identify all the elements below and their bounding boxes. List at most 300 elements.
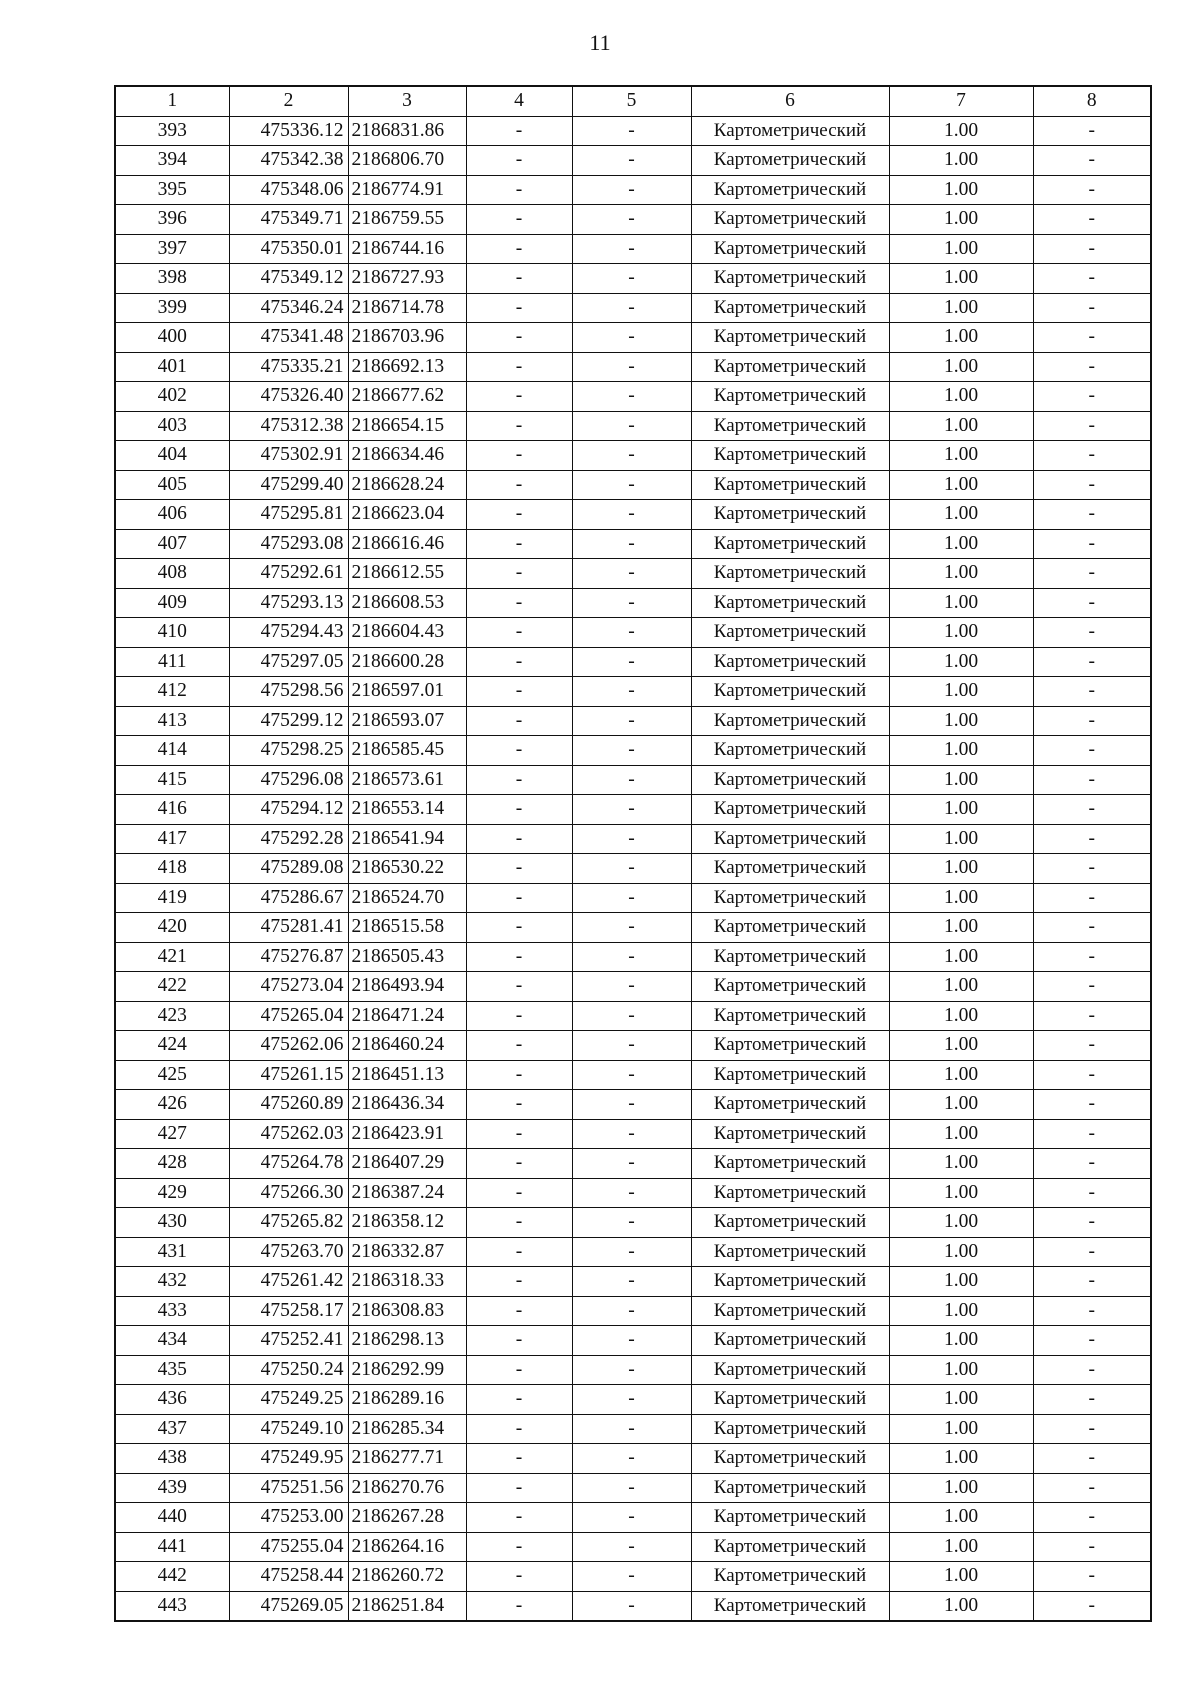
column-4-cell: - bbox=[466, 1326, 572, 1356]
point-number-cell: 435 bbox=[115, 1355, 229, 1385]
y-coordinate-cell: 2186692.13 bbox=[348, 352, 466, 382]
x-coordinate-cell: 475335.21 bbox=[229, 352, 348, 382]
y-coordinate-cell: 2186423.91 bbox=[348, 1119, 466, 1149]
point-number-cell: 430 bbox=[115, 1208, 229, 1238]
accuracy-cell: 1.00 bbox=[889, 1444, 1033, 1474]
x-coordinate-cell: 475336.12 bbox=[229, 116, 348, 146]
column-4-cell: - bbox=[466, 411, 572, 441]
accuracy-cell: 1.00 bbox=[889, 1385, 1033, 1415]
column-5-cell: - bbox=[572, 1208, 691, 1238]
method-cell: Картометрический bbox=[691, 824, 889, 854]
column-header-4: 4 bbox=[466, 86, 572, 116]
column-8-cell: - bbox=[1033, 765, 1151, 795]
column-4-cell: - bbox=[466, 1208, 572, 1238]
table-row bbox=[115, 293, 1151, 323]
column-8-cell: - bbox=[1033, 677, 1151, 707]
accuracy-cell: 1.00 bbox=[889, 559, 1033, 589]
column-4-cell: - bbox=[466, 1119, 572, 1149]
table-row bbox=[115, 1503, 1151, 1533]
table-row bbox=[115, 618, 1151, 648]
point-number-cell: 402 bbox=[115, 382, 229, 412]
y-coordinate-cell: 2186597.01 bbox=[348, 677, 466, 707]
column-8-cell: - bbox=[1033, 205, 1151, 235]
x-coordinate-cell: 475298.25 bbox=[229, 736, 348, 766]
column-8-cell: - bbox=[1033, 854, 1151, 884]
method-cell: Картометрический bbox=[691, 942, 889, 972]
column-4-cell: - bbox=[466, 1178, 572, 1208]
column-5-cell: - bbox=[572, 677, 691, 707]
x-coordinate-cell: 475255.04 bbox=[229, 1532, 348, 1562]
table-row bbox=[115, 1208, 1151, 1238]
column-5-cell: - bbox=[572, 500, 691, 530]
y-coordinate-cell: 2186593.07 bbox=[348, 706, 466, 736]
column-8-cell: - bbox=[1033, 382, 1151, 412]
accuracy-cell: 1.00 bbox=[889, 1237, 1033, 1267]
point-number-cell: 422 bbox=[115, 972, 229, 1002]
method-cell: Картометрический bbox=[691, 352, 889, 382]
column-8-cell: - bbox=[1033, 1414, 1151, 1444]
method-cell: Картометрический bbox=[691, 1296, 889, 1326]
column-4-cell: - bbox=[466, 1060, 572, 1090]
accuracy-cell: 1.00 bbox=[889, 854, 1033, 884]
point-number-cell: 404 bbox=[115, 441, 229, 471]
column-5-cell: - bbox=[572, 293, 691, 323]
y-coordinate-cell: 2186308.83 bbox=[348, 1296, 466, 1326]
point-number-cell: 433 bbox=[115, 1296, 229, 1326]
point-number-cell: 412 bbox=[115, 677, 229, 707]
accuracy-cell: 1.00 bbox=[889, 588, 1033, 618]
accuracy-cell: 1.00 bbox=[889, 234, 1033, 264]
x-coordinate-cell: 475249.25 bbox=[229, 1385, 348, 1415]
x-coordinate-cell: 475261.42 bbox=[229, 1267, 348, 1297]
point-number-cell: 396 bbox=[115, 205, 229, 235]
column-8-cell: - bbox=[1033, 470, 1151, 500]
point-number-cell: 409 bbox=[115, 588, 229, 618]
table-row bbox=[115, 736, 1151, 766]
accuracy-cell: 1.00 bbox=[889, 736, 1033, 766]
y-coordinate-cell: 2186573.61 bbox=[348, 765, 466, 795]
x-coordinate-cell: 475262.06 bbox=[229, 1031, 348, 1061]
table-row bbox=[115, 1296, 1151, 1326]
table-row bbox=[115, 1355, 1151, 1385]
column-8-cell: - bbox=[1033, 1090, 1151, 1120]
accuracy-cell: 1.00 bbox=[889, 529, 1033, 559]
y-coordinate-cell: 2186634.46 bbox=[348, 441, 466, 471]
column-8-cell: - bbox=[1033, 1326, 1151, 1356]
table-body bbox=[115, 116, 1151, 1621]
column-5-cell: - bbox=[572, 1031, 691, 1061]
accuracy-cell: 1.00 bbox=[889, 1532, 1033, 1562]
point-number-cell: 440 bbox=[115, 1503, 229, 1533]
column-5-cell: - bbox=[572, 1149, 691, 1179]
method-cell: Картометрический bbox=[691, 677, 889, 707]
column-5-cell: - bbox=[572, 824, 691, 854]
method-cell: Картометрический bbox=[691, 1149, 889, 1179]
column-4-cell: - bbox=[466, 529, 572, 559]
accuracy-cell: 1.00 bbox=[889, 1178, 1033, 1208]
accuracy-cell: 1.00 bbox=[889, 913, 1033, 943]
column-8-cell: - bbox=[1033, 1444, 1151, 1474]
column-5-cell: - bbox=[572, 1237, 691, 1267]
column-8-cell: - bbox=[1033, 1473, 1151, 1503]
x-coordinate-cell: 475292.61 bbox=[229, 559, 348, 589]
column-5-cell: - bbox=[572, 441, 691, 471]
column-4-cell: - bbox=[466, 1149, 572, 1179]
table-row bbox=[115, 1149, 1151, 1179]
column-4-cell: - bbox=[466, 175, 572, 205]
table-row bbox=[115, 1267, 1151, 1297]
point-number-cell: 438 bbox=[115, 1444, 229, 1474]
method-cell: Картометрический bbox=[691, 382, 889, 412]
method-cell: Картометрический bbox=[691, 559, 889, 589]
y-coordinate-cell: 2186714.78 bbox=[348, 293, 466, 323]
column-8-cell: - bbox=[1033, 972, 1151, 1002]
point-number-cell: 403 bbox=[115, 411, 229, 441]
table-row bbox=[115, 382, 1151, 412]
column-4-cell: - bbox=[466, 470, 572, 500]
point-number-cell: 417 bbox=[115, 824, 229, 854]
accuracy-cell: 1.00 bbox=[889, 264, 1033, 294]
column-5-cell: - bbox=[572, 1001, 691, 1031]
x-coordinate-cell: 475350.01 bbox=[229, 234, 348, 264]
column-5-cell: - bbox=[572, 116, 691, 146]
y-coordinate-cell: 2186292.99 bbox=[348, 1355, 466, 1385]
table-row bbox=[115, 500, 1151, 530]
table-row bbox=[115, 1001, 1151, 1031]
column-8-cell: - bbox=[1033, 500, 1151, 530]
x-coordinate-cell: 475265.82 bbox=[229, 1208, 348, 1238]
method-cell: Картометрический bbox=[691, 883, 889, 913]
column-8-cell: - bbox=[1033, 1001, 1151, 1031]
table-row bbox=[115, 942, 1151, 972]
y-coordinate-cell: 2186387.24 bbox=[348, 1178, 466, 1208]
column-4-cell: - bbox=[466, 618, 572, 648]
accuracy-cell: 1.00 bbox=[889, 1208, 1033, 1238]
method-cell: Картометрический bbox=[691, 618, 889, 648]
x-coordinate-cell: 475281.41 bbox=[229, 913, 348, 943]
column-4-cell: - bbox=[466, 382, 572, 412]
column-header-1: 1 bbox=[115, 86, 229, 116]
accuracy-cell: 1.00 bbox=[889, 1591, 1033, 1621]
method-cell: Картометрический bbox=[691, 1267, 889, 1297]
column-8-cell: - bbox=[1033, 441, 1151, 471]
accuracy-cell: 1.00 bbox=[889, 1119, 1033, 1149]
accuracy-cell: 1.00 bbox=[889, 1473, 1033, 1503]
x-coordinate-cell: 475266.30 bbox=[229, 1178, 348, 1208]
method-cell: Картометрический bbox=[691, 205, 889, 235]
table-row bbox=[115, 411, 1151, 441]
column-8-cell: - bbox=[1033, 529, 1151, 559]
column-5-cell: - bbox=[572, 1090, 691, 1120]
column-5-cell: - bbox=[572, 323, 691, 353]
column-5-cell: - bbox=[572, 264, 691, 294]
point-number-cell: 439 bbox=[115, 1473, 229, 1503]
column-8-cell: - bbox=[1033, 411, 1151, 441]
point-number-cell: 443 bbox=[115, 1591, 229, 1621]
x-coordinate-cell: 475342.38 bbox=[229, 146, 348, 176]
accuracy-cell: 1.00 bbox=[889, 618, 1033, 648]
accuracy-cell: 1.00 bbox=[889, 1267, 1033, 1297]
accuracy-cell: 1.00 bbox=[889, 441, 1033, 471]
point-number-cell: 434 bbox=[115, 1326, 229, 1356]
method-cell: Картометрический bbox=[691, 1444, 889, 1474]
y-coordinate-cell: 2186264.16 bbox=[348, 1532, 466, 1562]
table-row bbox=[115, 323, 1151, 353]
x-coordinate-cell: 475262.03 bbox=[229, 1119, 348, 1149]
y-coordinate-cell: 2186493.94 bbox=[348, 972, 466, 1002]
column-header-7: 7 bbox=[889, 86, 1033, 116]
method-cell: Картометрический bbox=[691, 1031, 889, 1061]
table-row bbox=[115, 647, 1151, 677]
point-number-cell: 418 bbox=[115, 854, 229, 884]
column-8-cell: - bbox=[1033, 736, 1151, 766]
point-number-cell: 421 bbox=[115, 942, 229, 972]
accuracy-cell: 1.00 bbox=[889, 411, 1033, 441]
column-5-cell: - bbox=[572, 736, 691, 766]
column-8-cell: - bbox=[1033, 1208, 1151, 1238]
point-number-cell: 431 bbox=[115, 1237, 229, 1267]
x-coordinate-cell: 475294.12 bbox=[229, 795, 348, 825]
column-4-cell: - bbox=[466, 942, 572, 972]
column-header-6: 6 bbox=[691, 86, 889, 116]
point-number-cell: 436 bbox=[115, 1385, 229, 1415]
column-5-cell: - bbox=[572, 411, 691, 441]
y-coordinate-cell: 2186515.58 bbox=[348, 913, 466, 943]
x-coordinate-cell: 475260.89 bbox=[229, 1090, 348, 1120]
table-row bbox=[115, 175, 1151, 205]
accuracy-cell: 1.00 bbox=[889, 116, 1033, 146]
method-cell: Картометрический bbox=[691, 736, 889, 766]
method-cell: Картометрический bbox=[691, 1562, 889, 1592]
column-5-cell: - bbox=[572, 706, 691, 736]
x-coordinate-cell: 475349.71 bbox=[229, 205, 348, 235]
column-4-cell: - bbox=[466, 1355, 572, 1385]
method-cell: Картометрический bbox=[691, 765, 889, 795]
method-cell: Картометрический bbox=[691, 264, 889, 294]
point-number-cell: 395 bbox=[115, 175, 229, 205]
y-coordinate-cell: 2186703.96 bbox=[348, 323, 466, 353]
column-5-cell: - bbox=[572, 1060, 691, 1090]
column-8-cell: - bbox=[1033, 323, 1151, 353]
x-coordinate-cell: 475258.44 bbox=[229, 1562, 348, 1592]
column-8-cell: - bbox=[1033, 1060, 1151, 1090]
column-4-cell: - bbox=[466, 1473, 572, 1503]
y-coordinate-cell: 2186530.22 bbox=[348, 854, 466, 884]
column-5-cell: - bbox=[572, 647, 691, 677]
method-cell: Картометрический bbox=[691, 1001, 889, 1031]
column-4-cell: - bbox=[466, 824, 572, 854]
accuracy-cell: 1.00 bbox=[889, 1060, 1033, 1090]
point-number-cell: 411 bbox=[115, 647, 229, 677]
x-coordinate-cell: 475264.78 bbox=[229, 1149, 348, 1179]
y-coordinate-cell: 2186585.45 bbox=[348, 736, 466, 766]
table-row bbox=[115, 1444, 1151, 1474]
column-8-cell: - bbox=[1033, 1031, 1151, 1061]
x-coordinate-cell: 475299.12 bbox=[229, 706, 348, 736]
accuracy-cell: 1.00 bbox=[889, 1031, 1033, 1061]
y-coordinate-cell: 2186604.43 bbox=[348, 618, 466, 648]
y-coordinate-cell: 2186289.16 bbox=[348, 1385, 466, 1415]
accuracy-cell: 1.00 bbox=[889, 1562, 1033, 1592]
x-coordinate-cell: 475292.28 bbox=[229, 824, 348, 854]
table-row bbox=[115, 913, 1151, 943]
y-coordinate-cell: 2186553.14 bbox=[348, 795, 466, 825]
accuracy-cell: 1.00 bbox=[889, 146, 1033, 176]
column-5-cell: - bbox=[572, 942, 691, 972]
column-4-cell: - bbox=[466, 146, 572, 176]
column-4-cell: - bbox=[466, 1031, 572, 1061]
column-8-cell: - bbox=[1033, 1532, 1151, 1562]
y-coordinate-cell: 2186251.84 bbox=[348, 1591, 466, 1621]
column-4-cell: - bbox=[466, 1385, 572, 1415]
y-coordinate-cell: 2186505.43 bbox=[348, 942, 466, 972]
column-8-cell: - bbox=[1033, 1149, 1151, 1179]
table-row bbox=[115, 1591, 1151, 1621]
column-4-cell: - bbox=[466, 854, 572, 884]
y-coordinate-cell: 2186727.93 bbox=[348, 264, 466, 294]
column-5-cell: - bbox=[572, 1326, 691, 1356]
point-number-cell: 405 bbox=[115, 470, 229, 500]
x-coordinate-cell: 475296.08 bbox=[229, 765, 348, 795]
y-coordinate-cell: 2186600.28 bbox=[348, 647, 466, 677]
method-cell: Картометрический bbox=[691, 1060, 889, 1090]
y-coordinate-cell: 2186270.76 bbox=[348, 1473, 466, 1503]
table-row bbox=[115, 1060, 1151, 1090]
table-row bbox=[115, 1414, 1151, 1444]
column-8-cell: - bbox=[1033, 647, 1151, 677]
column-4-cell: - bbox=[466, 500, 572, 530]
accuracy-cell: 1.00 bbox=[889, 765, 1033, 795]
method-cell: Картометрический bbox=[691, 1237, 889, 1267]
column-4-cell: - bbox=[466, 1532, 572, 1562]
table-row bbox=[115, 441, 1151, 471]
column-5-cell: - bbox=[572, 1473, 691, 1503]
point-number-cell: 432 bbox=[115, 1267, 229, 1297]
point-number-cell: 428 bbox=[115, 1149, 229, 1179]
method-cell: Картометрический bbox=[691, 529, 889, 559]
point-number-cell: 407 bbox=[115, 529, 229, 559]
column-4-cell: - bbox=[466, 1414, 572, 1444]
method-cell: Картометрический bbox=[691, 441, 889, 471]
x-coordinate-cell: 475341.48 bbox=[229, 323, 348, 353]
table-row bbox=[115, 146, 1151, 176]
column-5-cell: - bbox=[572, 382, 691, 412]
column-header-8: 8 bbox=[1033, 86, 1151, 116]
x-coordinate-cell: 475297.05 bbox=[229, 647, 348, 677]
column-4-cell: - bbox=[466, 1503, 572, 1533]
column-8-cell: - bbox=[1033, 913, 1151, 943]
column-5-cell: - bbox=[572, 618, 691, 648]
accuracy-cell: 1.00 bbox=[889, 706, 1033, 736]
method-cell: Картометрический bbox=[691, 293, 889, 323]
column-4-cell: - bbox=[466, 234, 572, 264]
table-row bbox=[115, 1385, 1151, 1415]
point-number-cell: 424 bbox=[115, 1031, 229, 1061]
coordinates-table bbox=[114, 85, 1152, 1622]
accuracy-cell: 1.00 bbox=[889, 677, 1033, 707]
column-header-3: 3 bbox=[348, 86, 466, 116]
accuracy-cell: 1.00 bbox=[889, 1001, 1033, 1031]
column-5-cell: - bbox=[572, 1414, 691, 1444]
method-cell: Картометрический bbox=[691, 972, 889, 1002]
column-5-cell: - bbox=[572, 1178, 691, 1208]
column-header-2: 2 bbox=[229, 86, 348, 116]
accuracy-cell: 1.00 bbox=[889, 1355, 1033, 1385]
column-4-cell: - bbox=[466, 795, 572, 825]
method-cell: Картометрический bbox=[691, 1326, 889, 1356]
column-5-cell: - bbox=[572, 854, 691, 884]
column-8-cell: - bbox=[1033, 1385, 1151, 1415]
y-coordinate-cell: 2186260.72 bbox=[348, 1562, 466, 1592]
column-5-cell: - bbox=[572, 1355, 691, 1385]
table-row bbox=[115, 234, 1151, 264]
table-row bbox=[115, 1562, 1151, 1592]
x-coordinate-cell: 475302.91 bbox=[229, 441, 348, 471]
column-5-cell: - bbox=[572, 559, 691, 589]
column-4-cell: - bbox=[466, 1001, 572, 1031]
method-cell: Картометрический bbox=[691, 1090, 889, 1120]
column-5-cell: - bbox=[572, 972, 691, 1002]
point-number-cell: 400 bbox=[115, 323, 229, 353]
method-cell: Картометрический bbox=[691, 1119, 889, 1149]
column-5-cell: - bbox=[572, 765, 691, 795]
x-coordinate-cell: 475261.15 bbox=[229, 1060, 348, 1090]
column-4-cell: - bbox=[466, 116, 572, 146]
column-4-cell: - bbox=[466, 293, 572, 323]
column-5-cell: - bbox=[572, 1532, 691, 1562]
column-5-cell: - bbox=[572, 1119, 691, 1149]
column-4-cell: - bbox=[466, 1591, 572, 1621]
column-8-cell: - bbox=[1033, 1562, 1151, 1592]
column-8-cell: - bbox=[1033, 559, 1151, 589]
table-row bbox=[115, 559, 1151, 589]
column-8-cell: - bbox=[1033, 883, 1151, 913]
point-number-cell: 413 bbox=[115, 706, 229, 736]
column-5-cell: - bbox=[572, 1296, 691, 1326]
column-5-cell: - bbox=[572, 205, 691, 235]
column-4-cell: - bbox=[466, 765, 572, 795]
table-row bbox=[115, 588, 1151, 618]
point-number-cell: 393 bbox=[115, 116, 229, 146]
point-number-cell: 419 bbox=[115, 883, 229, 913]
accuracy-cell: 1.00 bbox=[889, 323, 1033, 353]
x-coordinate-cell: 475348.06 bbox=[229, 175, 348, 205]
point-number-cell: 410 bbox=[115, 618, 229, 648]
column-4-cell: - bbox=[466, 706, 572, 736]
method-cell: Картометрический bbox=[691, 706, 889, 736]
column-8-cell: - bbox=[1033, 1178, 1151, 1208]
column-5-cell: - bbox=[572, 529, 691, 559]
accuracy-cell: 1.00 bbox=[889, 500, 1033, 530]
column-8-cell: - bbox=[1033, 264, 1151, 294]
y-coordinate-cell: 2186471.24 bbox=[348, 1001, 466, 1031]
page-number: 11 bbox=[589, 30, 611, 55]
y-coordinate-cell: 2186332.87 bbox=[348, 1237, 466, 1267]
table-row bbox=[115, 529, 1151, 559]
y-coordinate-cell: 2186524.70 bbox=[348, 883, 466, 913]
accuracy-cell: 1.00 bbox=[889, 293, 1033, 323]
table-row bbox=[115, 1473, 1151, 1503]
x-coordinate-cell: 475289.08 bbox=[229, 854, 348, 884]
y-coordinate-cell: 2186541.94 bbox=[348, 824, 466, 854]
column-5-cell: - bbox=[572, 146, 691, 176]
x-coordinate-cell: 475251.56 bbox=[229, 1473, 348, 1503]
column-8-cell: - bbox=[1033, 942, 1151, 972]
y-coordinate-cell: 2186285.34 bbox=[348, 1414, 466, 1444]
column-8-cell: - bbox=[1033, 795, 1151, 825]
column-4-cell: - bbox=[466, 588, 572, 618]
y-coordinate-cell: 2186806.70 bbox=[348, 146, 466, 176]
